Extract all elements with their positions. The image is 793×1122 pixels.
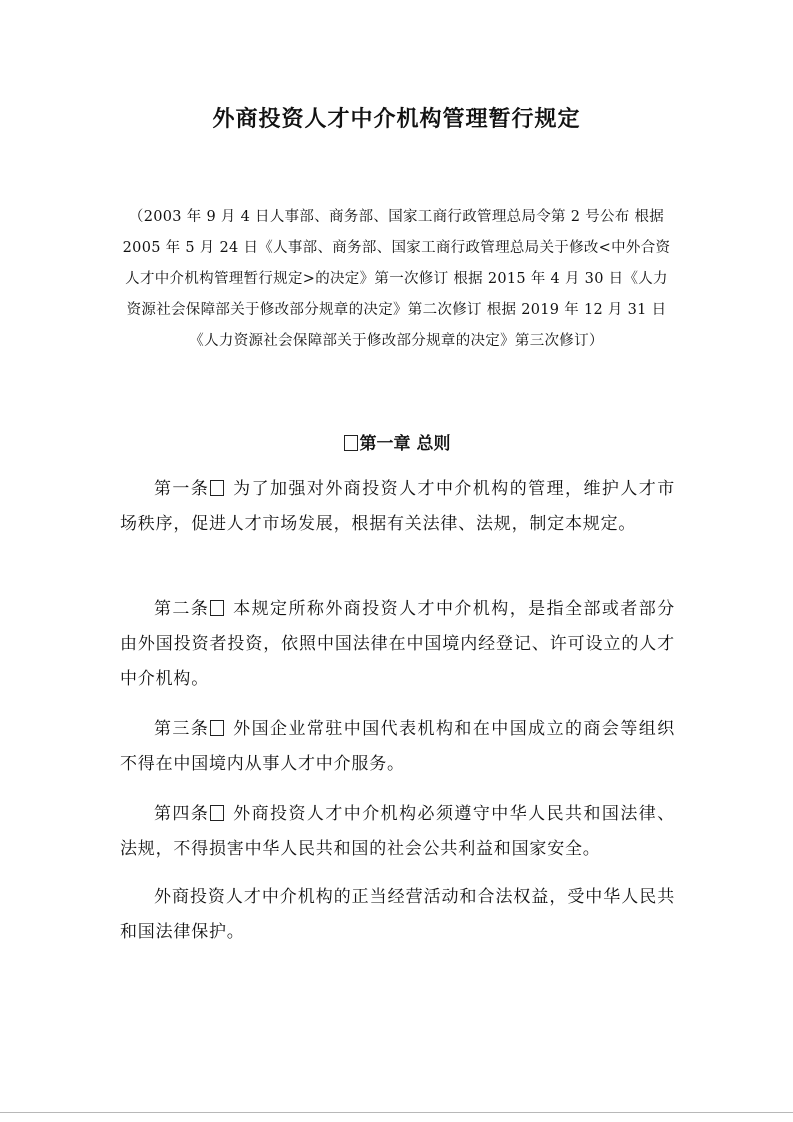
article-1: [120, 472, 675, 542]
document-title: 外商投资人才中介机构管理暂行规定: [212, 107, 581, 132]
chapter-heading: [0, 429, 793, 459]
article-2: [120, 592, 675, 697]
article-text: 外国企业常驻中国代表机构和在中国成立的商会等组织不得在中国境内从事人才中介服务。: [120, 719, 675, 774]
revision-note: （2003 年 9 月 4 日人事部、商务部、国家工商行政管理总局令第 2 号公布 根据 2005 年 5 月 24 日《人事部、商务部、国家工商行政管理总局关于修改<中外合资人才中介机构管理暂行规定>的决定》第一次修订 根据 2015 年 4 月 30 日《人力资源社会保障部关于修改部分规章的决定》第二次修订 根据 2019 年 12 月 31 日《人力资源社会保障部关于修改部分规章的决定》第三次修订）: [122, 209, 671, 349]
placeholder-box-icon: [210, 720, 224, 736]
placeholder-box-icon: [344, 435, 358, 451]
chapter-title: 第一章 总则: [359, 434, 451, 454]
article-label: 第四条: [154, 804, 210, 824]
placeholder-box-icon: [210, 480, 224, 496]
article-label: 第一条: [154, 479, 210, 499]
article-label: 第三条: [154, 719, 210, 739]
article-text: 为了加强对外商投资人才中介机构的管理，维护人才市场秩序，促进人才市场发展，根据有关法律、法规，制定本规定。: [120, 479, 675, 534]
page-bottom-divider: [0, 1112, 793, 1113]
article-3: [120, 712, 675, 782]
article-4: [120, 797, 675, 867]
article-text: 本规定所称外商投资人才中介机构，是指全部或者部分由外国投资者投资，依照中国法律在中国境内经登记、许可设立的人才中介机构。: [120, 599, 675, 689]
article-4-paragraph-2: 外商投资人才中介机构的正当经营活动和合法权益，受中华人民共和国法律保护。: [120, 887, 675, 942]
article-text: 外商投资人才中介机构必须遵守中华人民共和国法律、法规，不得损害中华人民共和国的社会公共利益和国家安全。: [120, 804, 675, 859]
placeholder-box-icon: [210, 805, 224, 821]
placeholder-box-icon: [210, 600, 224, 616]
article-label: 第二条: [154, 599, 210, 619]
